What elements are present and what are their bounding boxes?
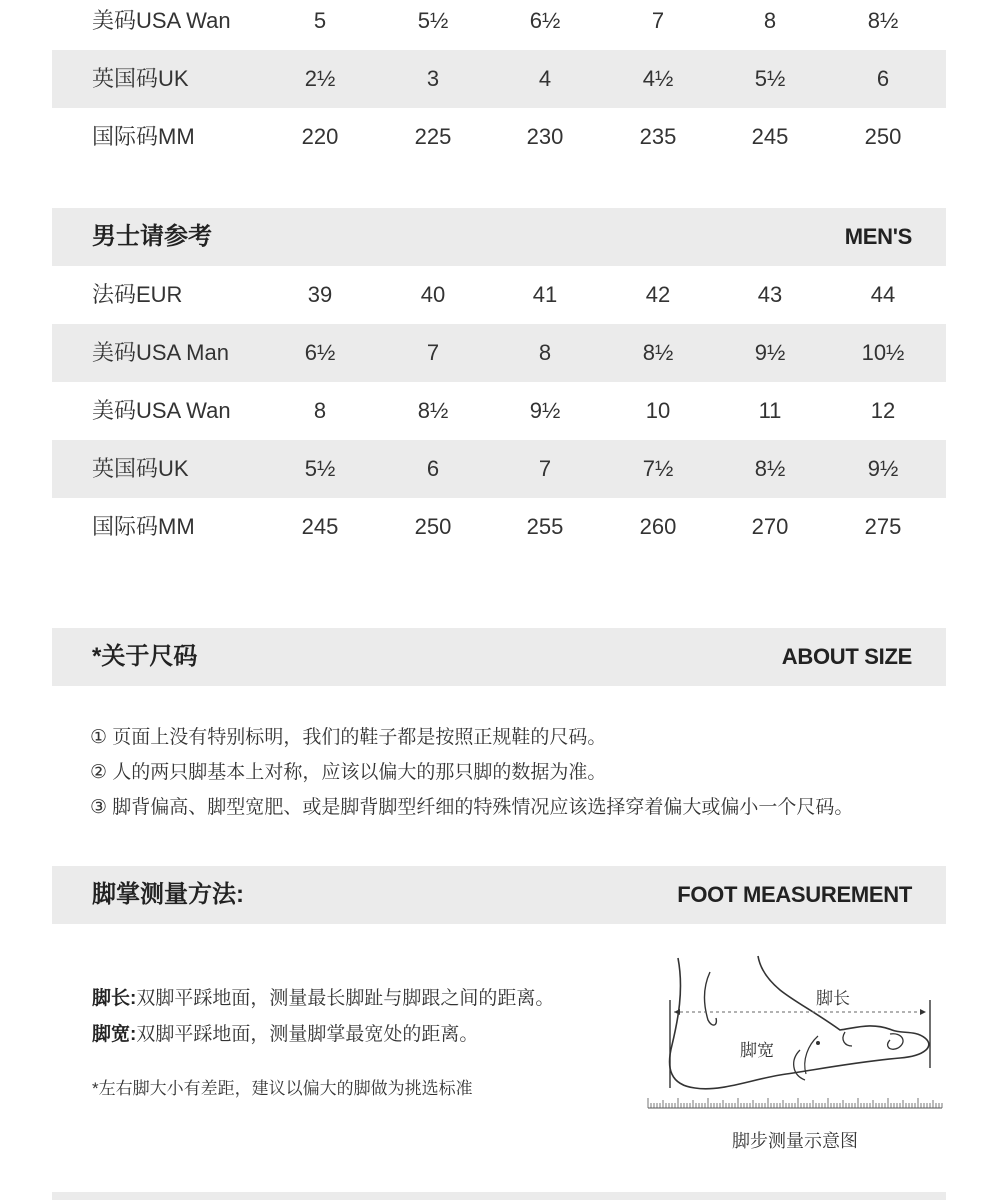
foot-outline-icon <box>640 950 950 1125</box>
size-cell: 230 <box>526 124 564 149</box>
size-cell: 11 <box>758 398 782 423</box>
size-cell: 3 <box>426 66 440 91</box>
women-row-mm <box>52 108 946 166</box>
foot-width-text: 双脚平踩地面，测量脚掌最宽处的距离。 <box>136 1024 479 1045</box>
size-cell: 6½ <box>529 8 561 33</box>
size-cell: 8 <box>763 8 777 33</box>
size-cell: 9½ <box>754 340 786 365</box>
about-size-header <box>52 628 946 686</box>
women-row-uk <box>52 50 946 108</box>
size-cell: 2½ <box>304 66 336 91</box>
diagram-length-label: 脚长 <box>816 989 850 1008</box>
size-cell: 8 <box>313 398 327 423</box>
size-cell: 6 <box>426 456 440 481</box>
mens-section-header <box>52 208 946 266</box>
size-cell: 44 <box>870 282 896 307</box>
size-cell: 8½ <box>754 456 786 481</box>
size-cell: 250 <box>414 514 452 539</box>
size-cell: 4½ <box>642 66 674 91</box>
row-label: 英国码UK <box>92 456 189 481</box>
size-cell: 7 <box>426 340 440 365</box>
size-cell: 40 <box>420 282 446 307</box>
ruler-ticks <box>648 1098 942 1108</box>
about-note-2: ② 人的两只脚基本上对称，应该以偏大的那只脚的数据为准。 <box>90 762 607 783</box>
size-cell: 39 <box>307 282 333 307</box>
mens-section-title: 男士请参考 <box>92 223 212 250</box>
size-cell: 275 <box>864 514 902 539</box>
about-size-en-title: ABOUT SIZE <box>781 644 912 669</box>
size-cell: 6 <box>876 66 890 91</box>
size-cell: 12 <box>870 398 896 423</box>
next-section-band <box>52 1192 946 1200</box>
size-cell: 4 <box>538 66 552 91</box>
size-cell: 270 <box>751 514 789 539</box>
men-row-usa-man <box>52 324 946 382</box>
size-cell: 225 <box>414 124 452 149</box>
row-label: 法码EUR <box>92 282 183 307</box>
foot-length-line <box>92 983 554 1010</box>
size-cell: 8½ <box>867 8 899 33</box>
size-cell: 5½ <box>754 66 786 91</box>
size-cell: 235 <box>639 124 677 149</box>
men-row-usa-wan <box>52 382 946 440</box>
foot-measurement-en-title: FOOT MEASUREMENT <box>677 882 912 907</box>
size-cell: 42 <box>645 282 671 307</box>
row-label: 国际码MM <box>92 124 195 149</box>
foot-length-label: 脚长: <box>92 988 137 1009</box>
size-cell: 250 <box>864 124 902 149</box>
row-label: 美码USA Wan <box>92 398 231 423</box>
size-cell: 10½ <box>861 340 905 365</box>
size-cell: 9½ <box>529 398 561 423</box>
foot-width-label: 脚宽: <box>92 1024 137 1045</box>
men-row-eur <box>52 266 946 324</box>
row-label: 美码USA Wan <box>92 8 231 33</box>
men-row-uk <box>52 440 946 498</box>
size-cell: 5 <box>313 8 327 33</box>
size-cell: 7 <box>538 456 552 481</box>
size-cell: 8½ <box>642 340 674 365</box>
about-note-1: ① 页面上没有特别标明，我们的鞋子都是按照正规鞋的尺码。 <box>90 727 607 748</box>
size-cell: 43 <box>757 282 783 307</box>
size-cell: 5½ <box>304 456 336 481</box>
size-cell: 6½ <box>304 340 336 365</box>
row-label: 国际码MM <box>92 514 195 539</box>
foot-length-text: 双脚平踩地面，测量最长脚趾与脚跟之间的距离。 <box>136 988 555 1009</box>
women-row-usa-wan <box>52 0 946 50</box>
size-tip: *左右脚大小有差距，建议以偏大的脚做为挑选标准 <box>92 1079 473 1098</box>
foot-measurement-title: 脚掌测量方法: <box>92 881 244 908</box>
size-cell: 245 <box>751 124 789 149</box>
size-cell: 260 <box>639 514 677 539</box>
mens-section-en-title: MEN'S <box>844 224 912 249</box>
about-note-3: ③ 脚背偏高、脚型宽肥、或是脚背脚型纤细的特殊情况应该选择穿着偏大或偏小一个尺码。 <box>90 797 854 818</box>
size-cell: 10 <box>645 398 671 423</box>
size-cell: 41 <box>532 282 558 307</box>
row-label: 美码USA Man <box>92 340 229 365</box>
size-cell: 220 <box>301 124 339 149</box>
size-cell: 7 <box>651 8 665 33</box>
row-label: 英国码UK <box>92 66 189 91</box>
foot-measurement-header <box>52 866 946 924</box>
diagram-width-label: 脚宽 <box>740 1041 774 1060</box>
size-cell: 245 <box>301 514 339 539</box>
size-cell: 9½ <box>867 456 899 481</box>
size-cell: 255 <box>526 514 564 539</box>
men-row-mm <box>52 498 946 556</box>
size-cell: 8 <box>538 340 552 365</box>
diagram-caption: 脚步测量示意图 <box>732 1131 858 1151</box>
about-size-title: *关于尺码 <box>92 643 198 670</box>
foot-width-line <box>92 1019 478 1046</box>
size-cell: 7½ <box>642 456 674 481</box>
size-cell: 5½ <box>417 8 449 33</box>
size-cell: 8½ <box>417 398 449 423</box>
